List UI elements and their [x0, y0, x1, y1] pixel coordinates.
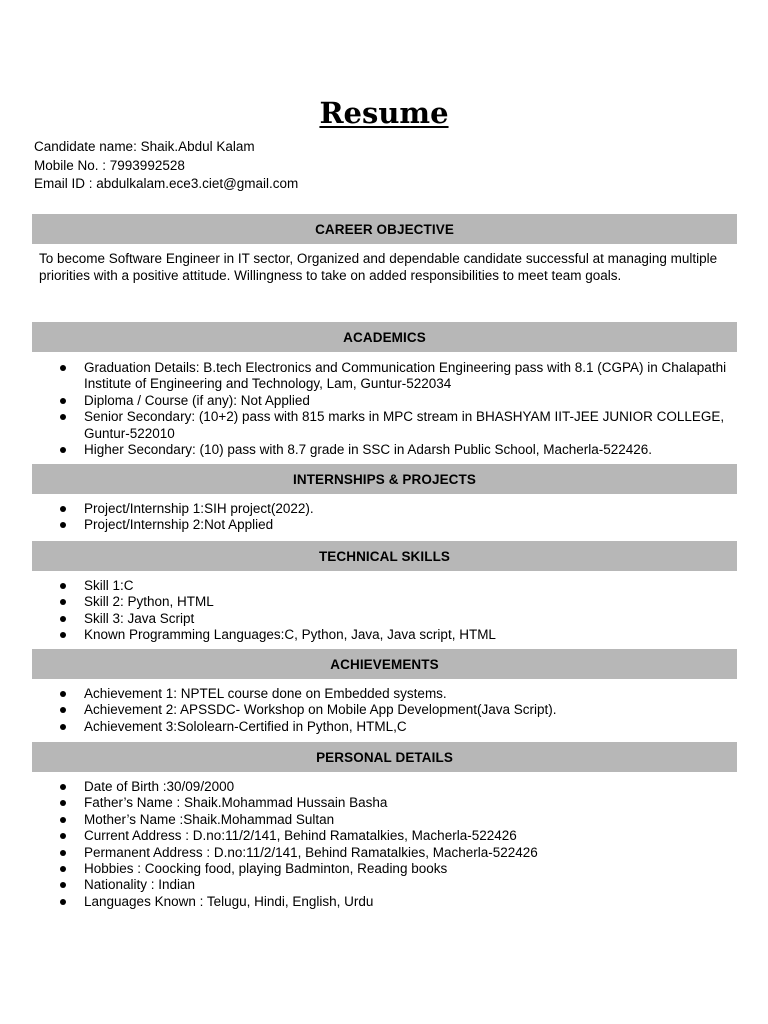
title-text: Resume	[319, 96, 449, 130]
list-item	[0, 501, 740, 517]
bullet-icon	[60, 632, 66, 638]
bullet-icon	[60, 447, 66, 453]
list-item-text: Skill 3: Java Script	[84, 610, 195, 626]
career-objective-heading: CAREER OBJECTIVE	[32, 214, 737, 244]
list-item	[0, 686, 740, 702]
bullet-icon	[60, 817, 66, 823]
achievements-heading: ACHIEVEMENTS	[32, 649, 737, 679]
list-item-text: Skill 2: Python, HTML	[84, 594, 214, 610]
list-item	[0, 409, 740, 442]
list-item	[0, 828, 740, 844]
list-item	[0, 861, 740, 877]
career-objective-text: To become Software Engineer in IT sector, Organized and dependable candidate successful at managing multiple priorities with a positive attitude. Willingness to take on added responsibilities to meet team goals.	[39, 251, 718, 283]
bullet-icon	[60, 899, 66, 905]
page-title	[0, 93, 768, 133]
list-item-text: Project/Internship 2:Not Applied	[84, 517, 274, 533]
bullet-icon	[60, 599, 66, 605]
list-item-text: Nationality : Indian	[84, 877, 196, 893]
list-item	[0, 578, 740, 594]
list-item	[0, 894, 740, 910]
bullet-icon	[60, 414, 66, 420]
personal-details-list	[0, 779, 740, 910]
email-id: Email ID : abdulkalam.ece3.ciet@gmail.com	[34, 176, 299, 191]
list-item	[0, 393, 740, 409]
internships-heading: INTERNSHIPS & PROJECTS	[32, 464, 737, 494]
contact-block	[34, 138, 298, 194]
list-item-text: Achievement 3:Sololearn-Certified in Python, HTML,C	[84, 718, 407, 734]
list-item-text: Skill 1:C	[84, 578, 134, 593]
list-item	[0, 719, 740, 735]
bullet-icon	[60, 784, 66, 790]
academics-list	[0, 360, 740, 458]
list-item-text: Languages Known : Telugu, Hindi, English, Urdu	[84, 893, 374, 909]
bullet-icon	[60, 882, 66, 888]
list-item	[0, 594, 740, 610]
list-item	[0, 611, 740, 627]
list-item-text: Graduation Details: B.tech Electronics and Communication Engineering pass with 8.1 (CGPA) in Chalapathi Institute of Engineering and Technology, Lam, Guntur-522034	[84, 360, 727, 392]
list-item-text: Higher Secondary: (10) pass with 8.7 grade in SSC in Adarsh Public School, Macherla-522426.	[84, 442, 653, 458]
bullet-icon	[60, 850, 66, 856]
bullet-icon	[60, 583, 66, 589]
list-item	[0, 442, 740, 458]
bullet-icon	[60, 800, 66, 806]
academics-heading: ACADEMICS	[32, 322, 737, 352]
bullet-icon	[60, 866, 66, 872]
list-item-text: Father’s Name : Shaik.Mohammad Hussain Basha	[84, 795, 388, 811]
bullet-icon	[60, 707, 66, 713]
list-item-text: Senior Secondary: (10+2) pass with 815 marks in MPC stream in BHASHYAM IIT-JEE JUNIOR COLLEGE, Guntur-522010	[84, 409, 725, 441]
bullet-icon	[60, 833, 66, 839]
list-item-text: Hobbies : Coocking food, playing Badminton, Reading books	[84, 861, 448, 877]
list-item	[0, 627, 740, 643]
list-item	[0, 812, 740, 828]
list-item	[0, 360, 740, 393]
list-item-text: Project/Internship 1:SIH project(2022).	[84, 501, 314, 516]
mobile-number: Mobile No. : 7993992528	[34, 157, 185, 173]
bullet-icon	[60, 616, 66, 622]
list-item-text: Known Programming Languages:C, Python, Java, Java script, HTML	[84, 627, 496, 643]
list-item-text: Permanent Address : D.no:11/2/141, Behind Ramatalkies, Macherla-522426	[84, 844, 538, 860]
technical-skills-list	[0, 578, 740, 644]
list-item-text: Date of Birth :30/09/2000	[84, 779, 235, 794]
list-item	[0, 702, 740, 718]
internships-list	[0, 501, 740, 534]
achievements-list	[0, 686, 740, 735]
personal-details-heading: PERSONAL DETAILS	[32, 742, 737, 772]
bullet-icon	[60, 522, 66, 528]
list-item	[0, 517, 740, 533]
bullet-icon	[60, 506, 66, 512]
list-item-text: Current Address : D.no:11/2/141, Behind Ramatalkies, Macherla-522426	[84, 828, 517, 844]
list-item-text: Achievement 2: APSSDC- Workshop on Mobile App Development(Java Script).	[84, 702, 557, 718]
list-item	[0, 795, 740, 811]
technical-skills-heading: TECHNICAL SKILLS	[32, 541, 737, 571]
list-item-text: Mother’s Name :Shaik.Mohammad Sultan	[84, 811, 335, 827]
list-item-text: Diploma / Course (if any): Not Applied	[84, 392, 310, 408]
bullet-icon	[60, 398, 66, 404]
list-item-text: Achievement 1: NPTEL course done on Embedded systems.	[84, 686, 447, 701]
bullet-icon	[60, 724, 66, 730]
bullet-icon	[60, 691, 66, 697]
list-item	[0, 877, 740, 893]
candidate-name: Candidate name: Shaik.Abdul Kalam	[34, 139, 255, 154]
bullet-icon	[60, 365, 66, 371]
list-item	[0, 779, 740, 795]
list-item	[0, 845, 740, 861]
